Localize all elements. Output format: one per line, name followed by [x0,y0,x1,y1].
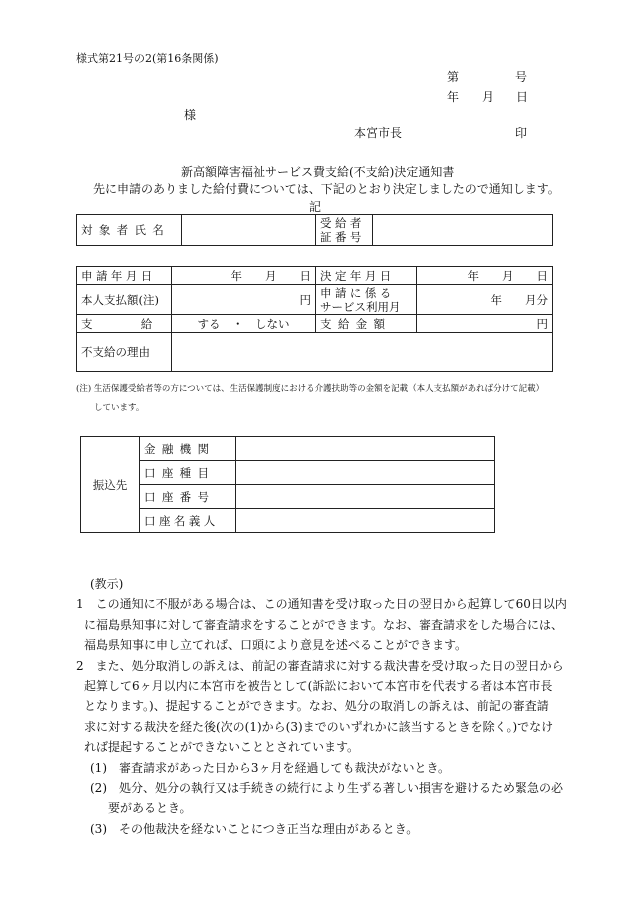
footnote-line-1: (注) 生活保護受給者等の方については、生活保護制度における介護扶助等の金額を記載（本人支払額があれば分けて記載） [76,384,545,394]
account-type-value [236,461,495,485]
form-number: 様式第21号の2(第16条関係) [76,52,219,65]
notice-line: 2 また、処分取消しの訴えは、前記の審査請求に対する裁決書を受け取った日の翌日から [76,658,564,673]
recipient-no-value [373,215,553,246]
self-pay-label: 本人支払額(注) [77,285,172,315]
account-number-label: 口座番号 [140,485,236,509]
footnote-line-2: しています。 [94,403,145,413]
date-year: 年 [447,90,460,104]
notice-line: 1 この通知に不服がある場合は、この通知書を受け取った日の翌日から起算して60日以内 [76,597,567,612]
account-type-label: 口座種目 [140,461,236,485]
ki-label: 記 [309,200,322,214]
name-value [182,215,316,246]
self-pay-value: 円 [172,285,316,315]
decision-date-value: 年 月 日 [417,267,553,285]
seal-mark: 印 [515,126,528,140]
notice-line: (3) その他裁決を経ないことにつき正当な理由があるとき。 [90,821,419,836]
bank-table [80,436,495,533]
notice-line: (2) 処分、処分の執行又は手続きの続行により生ずる著しい損害を避けるため緊急の必 [90,781,564,796]
reason-label: 不支給の理由 [77,333,172,372]
notice-section [76,574,566,839]
document-title: 新高額障害福祉サービス費支給(不支給)決定通知書 [181,165,455,179]
notice-heading: (教示) [90,577,124,591]
doc-no-suffix: 号 [515,70,528,84]
amount-label: 支給金額 [316,315,417,333]
date-month: 月 [482,90,495,104]
apply-date-label: 申請年月日 [77,267,172,285]
service-month-label: 申請に係る サービス利用月 [316,285,417,315]
issuer: 本宮市長 [354,126,403,140]
recipient-no-label: 受給者 証番号 [316,215,373,246]
service-month-value: 年 月分 [417,285,553,315]
decision-table [76,266,553,372]
date-day: 日 [516,90,529,104]
apply-date-value: 年 月 日 [172,267,316,285]
reason-value [172,333,553,372]
payment-value: する ・ しない [172,315,316,333]
doc-no-label: 第 [447,70,460,84]
bank-group-label: 振込先 [81,437,140,533]
notice-line: 福島県知事に申し立てれば、口頭により意見を述べることができます。 [84,638,468,653]
bank-name-value [236,437,495,461]
account-holder-label: 口座名義人 [140,509,236,533]
recipient-table [76,214,553,246]
notice-line: (1) 審査請求があった日から3ヶ月を経過しても裁決がないとき。 [90,760,451,775]
intro-text: 先に申請のありました給付費については、下記のとおり決定しましたので通知します。 [93,182,560,196]
amount-value: 円 [417,315,553,333]
notice-line: に福島県知事に対して審査請求をすることができます。なお、審査請求をした場合には、 [84,617,564,632]
notice-line: となります。)、提起することができます。なお、処分の取消しの訴えは、前記の審査請 [84,699,549,714]
account-number-value [236,485,495,509]
bank-name-label: 金融機関 [140,437,236,461]
name-label: 対象者氏名 [77,215,182,246]
addressee-suffix: 様 [184,108,197,122]
decision-date-label: 決定年月日 [316,267,417,285]
notice-line: 求に対する裁決を経た後(次の(1)から(3)までのいずれかに該当するときを除く。)でなけ [84,719,554,734]
payment-label: 支給 [77,315,172,333]
notice-line: 起算して6ヶ月以内に本宮市を被告として(訴訟において本宮市を代表する者は本宮市長 [84,679,553,694]
notice-line: 要があるとき。 [108,801,192,816]
notice-line: れば提起することができないこととされています。 [84,740,360,755]
account-holder-value [236,509,495,533]
